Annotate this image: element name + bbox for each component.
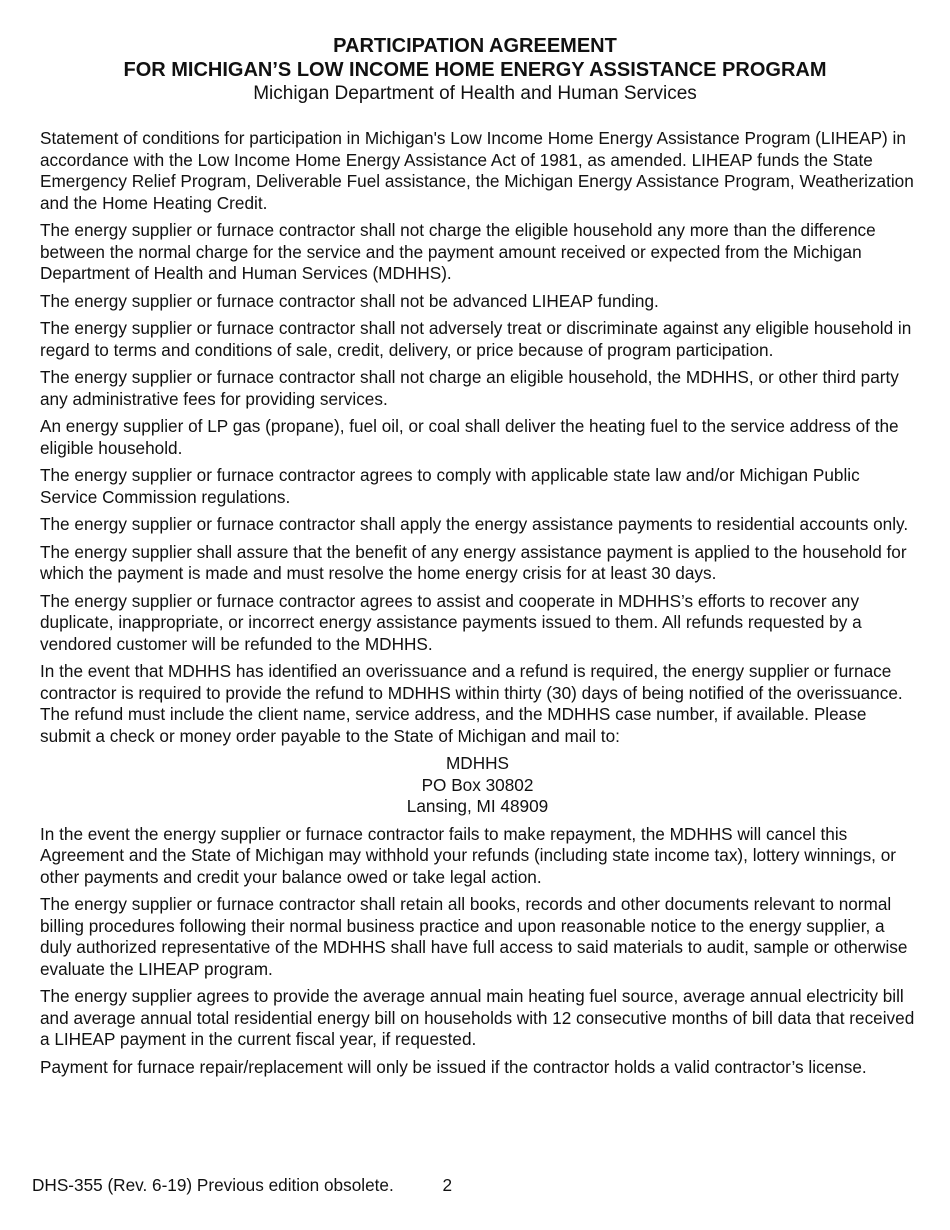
title-line-1: PARTICIPATION AGREEMENT bbox=[333, 35, 617, 57]
paragraph-recover-payments: The energy supplier or furnace contractor agrees to assist and cooperate in MDHHS’s efforts to recover any duplicate, inappropriate, or incorrect energy assistance payments issued to them. All refunds requested by a vendored customer will be refunded to the MDHHS. bbox=[40, 590, 862, 654]
paragraph-statement: Statement of conditions for participation in Michigan's Low Income Home Energy Assistance Program (LIHEAP) in accordance with the Low Income Home Energy Assistance Act of 1981, as amended. LIHEAP funds the State Emergency Relief Program, Deliverable Fuel assistance, the Michigan Energy Assistance Program, Weatherization and the Home Heating Credit. bbox=[40, 128, 914, 213]
paragraph-charge-limit: The energy supplier or furnace contractor shall not charge the eligible household any more than the difference between the normal charge for the service and the payment amount received or expected from the Michigan Department of Health and Human Services (MDHHS). bbox=[40, 220, 876, 283]
paragraph-residential-only: The energy supplier or furnace contractor shall apply the energy assistance payments to residential accounts only. bbox=[40, 514, 909, 534]
paragraph-bill-data: The energy supplier agrees to provide the average annual main heating fuel source, average annual electricity bill and average annual total residential energy bill on households with 12 consecutive months of bill data that received a LIHEAP payment in the current fiscal year, if requested. bbox=[40, 986, 915, 1049]
paragraph-furnace-license: Payment for furnace repair/replacement will only be issued if the contractor holds a valid contractor’s license. bbox=[40, 1056, 867, 1077]
department-name: Michigan Department of Health and Human Services bbox=[253, 83, 697, 104]
title-line-2: FOR MICHIGAN’S LOW INCOME HOME ENERGY ASSISTANCE PROGRAM bbox=[123, 59, 827, 81]
agreement-body bbox=[40, 128, 915, 1084]
address-line-1: MDHHS bbox=[445, 753, 510, 773]
document-header bbox=[0, 34, 950, 106]
paragraph-delivery: An energy supplier of LP gas (propane), fuel oil, or coal shall deliver the heating fuel to the service address of the eligible household. bbox=[40, 416, 899, 458]
address-line-3: Lansing, MI 48909 bbox=[406, 796, 549, 816]
paragraph-no-advance: The energy supplier or furnace contractor shall not be advanced LIHEAP funding. bbox=[40, 290, 659, 311]
page-number: 2 bbox=[442, 1175, 453, 1195]
paragraph-comply-law: The energy supplier or furnace contractor agrees to comply with applicable state law and/or Michigan Public Service Commission regulations. bbox=[40, 465, 860, 507]
address-line-2: PO Box 30802 bbox=[421, 774, 534, 795]
paragraph-records: The energy supplier or furnace contractor shall retain all books, records and other documents relevant to normal billing procedures following their normal business practice and upon reasonable notice to the energy supplier, a duly authorized representative of the MDHHS shall have full access to said materials to audit, sample or otherwise evaluate the LIHEAP program. bbox=[40, 894, 908, 979]
mailing-address bbox=[40, 753, 915, 818]
paragraph-repayment: In the event the energy supplier or furnace contractor fails to make repayment, the MDHHS will cancel this Agreement and the State of Michigan may withhold your refunds (including state income tax), lottery winnings, or other payments and credit your balance owed or take legal action. bbox=[40, 823, 896, 887]
paragraph-no-discrimination: The energy supplier or furnace contractor shall not adversely treat or discriminate against any eligible household in regard to terms and conditions of sale, credit, delivery, or price because of program participation. bbox=[40, 318, 912, 360]
page-footer bbox=[32, 1175, 452, 1196]
form-id: DHS-355 (Rev. 6-19) Previous edition obsolete. bbox=[32, 1175, 394, 1195]
paragraph-overissuance: In the event that MDHHS has identified an overissuance and a refund is required, the energy supplier or furnace contractor is required to provide the refund to MDHHS within thirty (30) days of being notified of the overissuance. The refund must include the client name, service address, and the MDHHS case number, if available. Please submit a check or money order payable to the State of Michigan and mail to: bbox=[40, 661, 903, 746]
paragraph-no-fees: The energy supplier or furnace contractor shall not charge an eligible household, the MDHHS, or other third party any administrative fees for providing services. bbox=[40, 367, 899, 409]
paragraph-benefit-applied: The energy supplier shall assure that the benefit of any energy assistance payment is applied to the household for which the payment is made and must resolve the home energy crisis for at least 30 days. bbox=[40, 541, 907, 583]
